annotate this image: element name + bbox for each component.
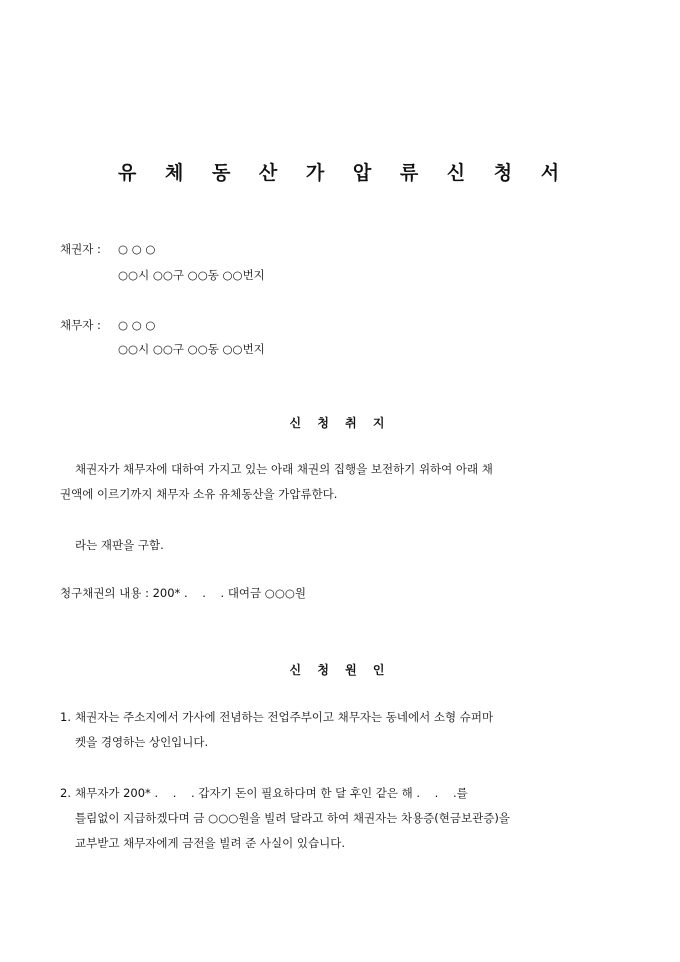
debtor-name: ○ ○ ○	[118, 318, 156, 332]
cause-item-2-line1: 채무자가 200* . . . 갑자기 돈이 필요하다며 한 달 후인 같은 해 . . .를	[75, 786, 468, 800]
cause-item-1-line1: 채권자는 주소지에서 가사에 전념하는 전업주부이고 채무자는 동네에서 소형 슈퍼마	[75, 710, 494, 724]
purpose-paragraph-line2: 권액에 이르기까지 채무자 소유 유체동산을 가압류한다.	[60, 487, 338, 501]
purpose-closing: 라는 재판을 구함.	[75, 538, 164, 552]
cause-item-2-line3: 교부받고 채무자에게 금전을 빌려 준 사실이 있습니다.	[75, 836, 345, 850]
cause-item-2-line2: 틀림없이 지급하겠다며 금 ○○○원을 빌려 달라고 하여 채권자는 차용증(현금보관증)을	[75, 811, 510, 825]
purpose-paragraph-line1: 채권자가 채무자에 대하여 가지고 있는 아래 채권의 집행을 보전하기 위하여 아래 채	[75, 462, 493, 476]
cause-item-1-number: 1.	[60, 710, 71, 724]
creditor-label: 채권자 :	[60, 242, 101, 256]
document-title: 유 체 동 산 가 압 류 신 청 서	[118, 162, 571, 184]
claim-text: 청구채권의 내용 : 200* . . . 대여금 ○○○원	[60, 586, 307, 600]
debtor-label: 채무자 :	[60, 318, 101, 332]
debtor-address: ○○시 ○○구 ○○동 ○○번지	[118, 342, 265, 356]
creditor-address: ○○시 ○○구 ○○동 ○○번지	[118, 268, 265, 282]
cause-item-1-line2: 켓을 경영하는 상인입니다.	[75, 735, 209, 749]
cause-heading: 신 청 원 인	[289, 663, 391, 677]
creditor-name: ○ ○ ○	[118, 242, 156, 256]
cause-item-2-number: 2.	[60, 786, 71, 800]
purpose-heading: 신 청 취 지	[289, 416, 391, 430]
